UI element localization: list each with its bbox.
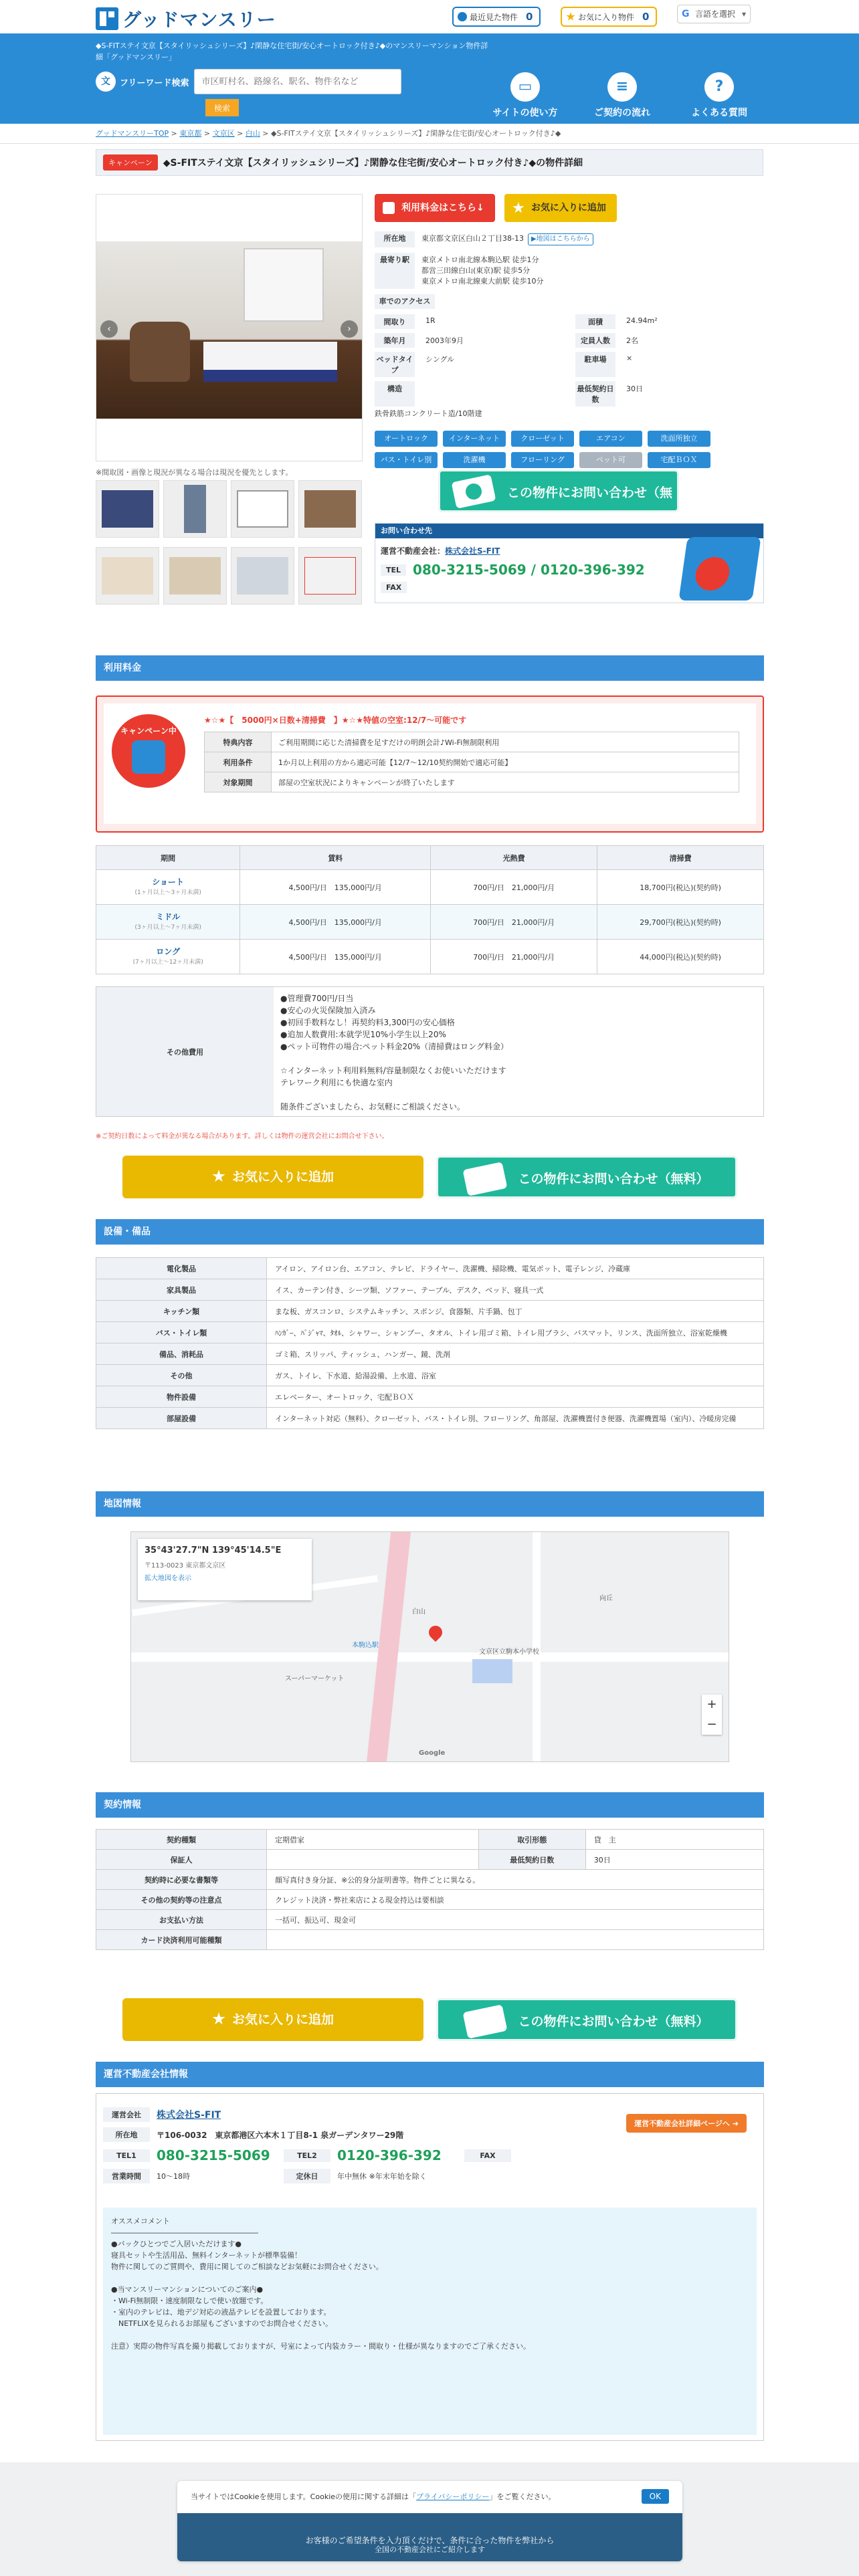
address-label: 所在地 bbox=[103, 2127, 150, 2142]
station-label: 最寄り駅 bbox=[375, 253, 415, 289]
nav-label: よくある質問 bbox=[691, 108, 747, 118]
price-link-button[interactable] bbox=[375, 194, 495, 222]
table-row bbox=[96, 1344, 764, 1365]
thumbnail[interactable] bbox=[163, 547, 227, 605]
hero-banner bbox=[0, 33, 859, 124]
logo-icon bbox=[96, 7, 118, 30]
inquiry-heading: お問い合わせ先 bbox=[375, 524, 763, 538]
table-cell: カード決済利用可能種類 bbox=[96, 1930, 267, 1950]
feature-tag: クローゼット bbox=[511, 431, 574, 447]
cta-label: この物件にお問い合わせ（無料） bbox=[518, 1172, 709, 1186]
phone-icon bbox=[462, 2004, 507, 2039]
table-cell: 物件設備 bbox=[96, 1386, 267, 1408]
tel2-number[interactable]: 0120-396-392 bbox=[337, 2147, 442, 2163]
tel2-label: TEL2 bbox=[284, 2149, 330, 2162]
campaign-badge-label: キャンペーン中 bbox=[120, 726, 177, 736]
campaign-badge: キャンペーン bbox=[103, 154, 158, 171]
table-row bbox=[96, 1890, 764, 1910]
map-address: 〒113-0023 東京都文京区 bbox=[145, 1562, 226, 1570]
structure-value: 鉄骨鉄筋コンクリート造/10階建 bbox=[375, 409, 482, 418]
google-logo: Google bbox=[419, 1749, 446, 1757]
campaign-title: ★☆★【 5000円×日数+清掃費 】★☆★特値の空室:12/7〜可能です bbox=[204, 716, 467, 725]
plan-name: ロング bbox=[156, 946, 181, 956]
company-detail-button[interactable] bbox=[626, 2114, 747, 2133]
spec-value: 30日 bbox=[626, 385, 643, 393]
spec-value: × bbox=[626, 354, 633, 362]
company-label: 運営会社 bbox=[103, 2107, 150, 2122]
thumbnail[interactable] bbox=[96, 547, 159, 605]
breadcrumb: グッドマンスリーTOP > 東京都 > 文京区 > 白山 > ◆S-FITステイ文京【スタイリッシュシリーズ】♪閑静な住宅街/安心オートロック付き♪◆ bbox=[0, 124, 859, 144]
spec-value: 2003年9月 bbox=[425, 336, 464, 345]
table-row bbox=[205, 772, 739, 792]
nav-label: サイトの使い方 bbox=[492, 108, 558, 118]
table-cell: その他の契約等の注意点 bbox=[96, 1890, 267, 1910]
table-row bbox=[96, 1258, 764, 1279]
page-title-bar bbox=[96, 149, 763, 176]
map-label: 文京区立駒本小学校 bbox=[479, 1648, 539, 1656]
logo-text: グッドマンスリー bbox=[122, 9, 276, 31]
table-row bbox=[96, 1386, 764, 1408]
plan-cell bbox=[96, 940, 240, 974]
section-heading-facilities: 設備・備品 bbox=[96, 1219, 764, 1245]
table-header: 期間 bbox=[96, 846, 240, 870]
monitor-icon: ▭ bbox=[510, 72, 540, 102]
table-cell: お支払い方法 bbox=[96, 1910, 267, 1930]
table-row bbox=[96, 870, 764, 905]
spec-label: 最低契約日数 bbox=[575, 381, 615, 407]
table-row bbox=[205, 752, 739, 772]
table-row bbox=[96, 1408, 764, 1429]
table-cell: 家具製品 bbox=[96, 1279, 267, 1301]
campaign-table bbox=[204, 732, 739, 792]
table-cell: インターネット対応（無料）、クローゼット、バス・トイレ別、フローリング、角部屋、洗濯機置付き便器、洗濯機置場（室内）、冷暖房完備 bbox=[267, 1408, 764, 1429]
table-cell bbox=[267, 1850, 479, 1870]
search-tag bbox=[96, 72, 189, 92]
table-cell: その他 bbox=[96, 1365, 267, 1386]
star-icon bbox=[212, 2012, 225, 2026]
nav-contract-flow[interactable] bbox=[585, 72, 659, 119]
access-row bbox=[375, 294, 764, 309]
table-cell: バス・トイレ類 bbox=[96, 1322, 267, 1344]
search-button[interactable]: 検索 bbox=[205, 99, 239, 116]
recent-count: 0 bbox=[526, 11, 533, 23]
table-row bbox=[96, 940, 764, 974]
map-info-card bbox=[138, 1539, 312, 1600]
add-favorite-label: お気に入りに追加 bbox=[531, 203, 606, 213]
hours-label: 営業時間 bbox=[103, 2169, 150, 2183]
mascot-icon bbox=[132, 740, 165, 774]
address-row bbox=[375, 231, 764, 247]
feature-tag: フローリング bbox=[511, 452, 574, 468]
map-zoom-control[interactable] bbox=[702, 1695, 722, 1735]
yen-icon bbox=[383, 202, 395, 214]
contact-button[interactable] bbox=[438, 469, 679, 512]
question-icon: ? bbox=[704, 72, 734, 102]
other-fees-label: その他費用 bbox=[96, 987, 274, 1116]
document-icon: ≡ bbox=[607, 72, 637, 102]
phone-icon bbox=[462, 1162, 507, 1196]
banner-text: お客様のご希望条件を入力頂くだけで、条件に合った物件を弊社から bbox=[305, 2536, 555, 2545]
company-address: 〒106-0032 東京都港区六本木１丁目8-1 泉ガーデンタワー29階 bbox=[157, 2130, 404, 2140]
access-label: 車でのアクセス bbox=[375, 294, 435, 309]
inquiry-big-button[interactable] bbox=[436, 1998, 737, 2041]
table-cell: 備品、消耗品 bbox=[96, 1344, 267, 1365]
table-cell: 4,500円/日 135,000円/月 bbox=[240, 870, 431, 905]
plan-name: ショート bbox=[152, 877, 185, 887]
table-cell: イス、カーテン付き、シーツ類、ソファー、テーブル、デスク、ベッド、寝具一式 bbox=[267, 1279, 764, 1301]
table-row bbox=[96, 1870, 764, 1890]
plan-period: (7ヶ月以上〜12ヶ月未満) bbox=[132, 958, 203, 966]
search-tag-label: フリーワード検索 bbox=[120, 78, 189, 88]
thumbnail[interactable] bbox=[231, 480, 294, 538]
table-row bbox=[96, 1279, 764, 1301]
section-heading-company: 運営不動産会社情報 bbox=[96, 2062, 764, 2087]
company-link[interactable]: 株式会社S-FIT bbox=[445, 546, 500, 556]
table-row bbox=[96, 1365, 764, 1386]
table-row bbox=[96, 1322, 764, 1344]
map-pin-icon[interactable] bbox=[426, 1623, 445, 1642]
inquiry-box bbox=[375, 523, 764, 603]
thumbnail-row bbox=[96, 547, 363, 605]
table-cell: 保証人 bbox=[96, 1850, 267, 1870]
inquiry-big-button[interactable] bbox=[436, 1156, 737, 1198]
spec-label: 定員人数 bbox=[575, 333, 615, 348]
breadcrumb-link[interactable]: グッドマンスリーTOP bbox=[96, 129, 169, 138]
table-header: 清掃費 bbox=[597, 846, 764, 870]
recent-viewed-button[interactable] bbox=[452, 7, 541, 27]
spec-label: 構造 bbox=[375, 381, 415, 407]
table-cell: 貸 主 bbox=[585, 1830, 763, 1850]
recommend-comment: オススメコメント ―――――――――――――――――――― ●バックひとつでご入居いただけます● 寝具セットや生活用品、無料インターネットが標準装備！ 物件に関してのご質問や、費用に関してのご相談などお気軽にお問合せください。 ●当マンスリーマンションについてのご案内● ・Wi-Fi無制限・速度制限なしで使い放題です。 ・室内のテレビは、地デジ対応の液晶テレビを設置しております。 NETFLIXを見られるお部屋もございますのでお問合せください。 注意）実際の物件写真を撮り掲載しておりますが、号室によって内装カラー・間取り・仕様が異なりますのでご了承ください。 bbox=[103, 2208, 757, 2435]
contract-table bbox=[96, 1829, 764, 1950]
table-cell: ご利用期間に応じた清掃費を足すだけの明朗会計♪Wi-Fi無制限利用 bbox=[272, 732, 739, 752]
next-arrow-icon[interactable]: › bbox=[341, 320, 358, 338]
recent-label: 最近見た物件 bbox=[470, 13, 518, 22]
address-label: 所在地 bbox=[375, 231, 415, 247]
map-link-button[interactable]: ▶地図はこちらから bbox=[528, 233, 593, 245]
main-photo[interactable] bbox=[96, 241, 362, 419]
map-coords: 35°43'27.7"N 139°45'14.5"E bbox=[145, 1545, 282, 1555]
feature-tag: ペット可 bbox=[579, 452, 642, 468]
table-cell: 契約種類 bbox=[96, 1830, 267, 1850]
thumbnail[interactable] bbox=[298, 480, 362, 538]
feature-tag: エアコン bbox=[579, 431, 642, 447]
favorites-label: お気に入り物件 bbox=[578, 13, 635, 22]
nav-how-to-use[interactable] bbox=[488, 72, 562, 119]
feature-tag: オートロック bbox=[375, 431, 438, 447]
zoom-in-icon[interactable]: + bbox=[706, 1697, 717, 1711]
table-cell: 特典内容 bbox=[205, 732, 272, 752]
contact-label: この物件にお問い合わせ（無 bbox=[507, 486, 673, 500]
zoom-out-icon[interactable]: − bbox=[706, 1717, 717, 1731]
feature-tag: バス・トイレ別 bbox=[375, 452, 438, 468]
hero-subtitle: ◆S-FITステイ文京【スタイリッシュシリーズ】♪閑静な住宅街/安心オートロック付き♪◆のマンスリーマンション物件詳細「グッドマンスリー」 bbox=[96, 41, 488, 62]
clock-icon bbox=[458, 12, 467, 21]
search-tag-icon: 文 bbox=[96, 72, 116, 92]
price-link-label: 利用料金はこちら↓ bbox=[401, 203, 484, 213]
favorites-button[interactable] bbox=[561, 7, 657, 27]
holiday-label: 定休日 bbox=[284, 2169, 330, 2183]
spec-value: 24.94m² bbox=[626, 316, 658, 325]
spec-label: 面積 bbox=[575, 314, 615, 329]
request-banner[interactable] bbox=[177, 2513, 682, 2561]
cta-label: お気に入りに追加 bbox=[231, 2012, 334, 2027]
free-word-search bbox=[96, 68, 417, 95]
plan-period: (1ヶ月以上〜3ヶ月未満) bbox=[134, 889, 201, 896]
thumbnail[interactable] bbox=[96, 480, 159, 538]
campaign-mascot-badge bbox=[112, 714, 185, 788]
banner-subtext: 全国の不動産会社にご紹介します bbox=[375, 2545, 485, 2554]
campaign-box bbox=[96, 695, 764, 833]
breadcrumb-link[interactable]: 東京都 bbox=[179, 129, 202, 138]
section-heading-map: 地図情報 bbox=[96, 1491, 764, 1517]
photo-gallery bbox=[96, 194, 363, 461]
price-table bbox=[96, 845, 764, 974]
table-cell: 一括可、振込可、現金可 bbox=[267, 1910, 764, 1930]
table-header: 賃料 bbox=[240, 846, 431, 870]
map-label: 本駒込駅 bbox=[352, 1642, 379, 1649]
table-cell: アイロン、アイロン台、エアコン、テレビ、ドライヤー、洗濯機、掃除機、電気ポット、電子レンジ、冷蔵庫 bbox=[267, 1258, 764, 1279]
arrow-right-icon: ➜ bbox=[732, 2119, 739, 2128]
map-label: 白山 bbox=[412, 1608, 425, 1616]
table-row bbox=[96, 1910, 764, 1930]
address-value: 東京都文京区白山２丁目38-13 bbox=[421, 234, 524, 243]
prev-arrow-icon[interactable]: ‹ bbox=[100, 320, 118, 338]
section-heading-price: 利用料金 bbox=[96, 655, 764, 681]
table-cell: クレジット決済・弊社来店による現金持込は要相談 bbox=[267, 1890, 764, 1910]
star-icon bbox=[212, 1170, 225, 1183]
top-bar bbox=[0, 0, 859, 33]
table-cell: 18,700円(税込)(契約時) bbox=[597, 870, 764, 905]
tel1-label: TEL1 bbox=[103, 2149, 150, 2162]
tel-label: TEL bbox=[381, 564, 406, 576]
map-road bbox=[131, 1652, 729, 1662]
table-cell: 30日 bbox=[585, 1850, 763, 1870]
company-info bbox=[96, 2093, 764, 2441]
chair-shape bbox=[130, 322, 190, 382]
table-cell: 700円/日 21,000円/月 bbox=[431, 940, 597, 974]
fax-label: FAX bbox=[464, 2149, 511, 2162]
table-header: 光熱費 bbox=[431, 846, 597, 870]
add-favorite-button[interactable] bbox=[504, 194, 617, 222]
table-cell: 1か月以上利用の方から適応可能【12/7〜12/10契約開始で適応可能】 bbox=[272, 752, 739, 772]
table-cell bbox=[267, 1930, 764, 1950]
table-cell: 利用条件 bbox=[205, 752, 272, 772]
tel-number[interactable]: 080-3215-5069 / 0120-396-392 bbox=[413, 562, 645, 578]
spec-label: ベッドタイプ bbox=[375, 352, 415, 377]
table-row bbox=[96, 905, 764, 940]
photo-note: ※間取図・画像と現況が異なる場合は現況を優先とします。 bbox=[96, 468, 293, 477]
thumbnail[interactable] bbox=[298, 547, 362, 605]
hours-value: 10〜18時 bbox=[157, 2172, 190, 2181]
table-cell: 電化製品 bbox=[96, 1258, 267, 1279]
table-cell: まな板、ガスコンロ、システムキッチン、スポンジ、食器類、片手鍋、包丁 bbox=[267, 1301, 764, 1322]
table-cell: エレベーター、オートロック、宅配ＢＯＸ bbox=[267, 1386, 764, 1408]
price-note: ※ご契約日数によって料金が異なる場合があります。詳しくは物件の運営会社にお問合せ下さい。 bbox=[96, 1133, 389, 1140]
table-row bbox=[96, 1301, 764, 1322]
nav-faq[interactable] bbox=[682, 72, 756, 119]
plan-name: ミドル bbox=[156, 911, 181, 922]
spec-value bbox=[421, 381, 569, 407]
table-row bbox=[96, 1850, 764, 1870]
plan-cell bbox=[96, 870, 240, 905]
table-cell: 部屋設備 bbox=[96, 1408, 267, 1429]
map-school-block bbox=[472, 1659, 512, 1683]
feature-tag: 洗面所独立 bbox=[648, 431, 710, 447]
privacy-policy-link[interactable]: プライバシーポリシー bbox=[416, 2492, 490, 2501]
language-select[interactable] bbox=[677, 5, 751, 23]
feature-tags bbox=[375, 431, 723, 468]
feature-tag: インターネット bbox=[443, 431, 506, 447]
table-cell: 700円/日 21,000円/月 bbox=[431, 905, 597, 940]
table-cell: 取引形態 bbox=[478, 1830, 585, 1850]
map-label: 向丘 bbox=[599, 1595, 613, 1602]
company-hours-row bbox=[103, 2169, 757, 2183]
table-cell: 4,500円/日 135,000円/月 bbox=[240, 940, 431, 974]
property-info bbox=[375, 194, 764, 592]
cookie-banner bbox=[177, 2481, 682, 2561]
company-tel-row bbox=[103, 2147, 757, 2163]
company-name-link[interactable]: 株式会社S-FIT bbox=[157, 2110, 221, 2121]
spec-label: 間取り bbox=[375, 314, 415, 329]
feature-tag: 宅配ＢＯＸ bbox=[648, 452, 710, 468]
company-detail-label: 運営不動産会社詳細ページへ bbox=[634, 2119, 730, 2128]
add-favorite-big-button[interactable] bbox=[122, 1156, 423, 1198]
favorites-count: 0 bbox=[642, 11, 650, 23]
table-header-row bbox=[96, 846, 764, 870]
google-icon: G bbox=[682, 9, 690, 19]
table-cell: ゴミ箱、スリッパ、ティッシュ、ハンガー、鏡、洗剤 bbox=[267, 1344, 764, 1365]
add-favorite-big-button[interactable] bbox=[122, 1998, 423, 2041]
window-shape bbox=[244, 248, 324, 322]
table-cell: 4,500円/日 135,000円/月 bbox=[240, 905, 431, 940]
other-fees bbox=[96, 986, 764, 1117]
table-cell: キッチン類 bbox=[96, 1301, 267, 1322]
cta-label: お気に入りに追加 bbox=[231, 1170, 334, 1184]
bed-shape bbox=[203, 342, 337, 382]
cookie-text: 当サイトではCookieを使用します。Cookieの使用に関する詳細は「 bbox=[191, 2492, 417, 2501]
cookie-text-end: 」をご覧ください。 bbox=[489, 2492, 556, 2501]
other-fees-text: ●管理費700円/日当 ●安心の火災保険加入済み ●初回手数料なし！再契約料3,300円の安心価格 ●追加人数費用:本就学児10%小学生以上20% ●ペット可物件の場合:ペット料金20%（清掃費はロング料金） ☆インターネット利用料無料/容量制限なくお使いいただけます テレワーク利用にも快適な室内 随条件ございましたら、お気軽にご相談ください。 bbox=[280, 994, 508, 1111]
table-cell: 部屋の空室状況によりキャンペーンが終了いたします bbox=[272, 772, 739, 792]
map-label: スーパーマーケット bbox=[285, 1675, 345, 1683]
site-logo[interactable] bbox=[96, 5, 276, 32]
station-row bbox=[375, 253, 764, 289]
station-value: 東京メトロ南北線本駒込駅 徒歩1分 都営三田線白山(東京)駅 徒歩5分 東京メトロ南北線東大前駅 徒歩10分 bbox=[421, 255, 544, 286]
breadcrumb-link[interactable]: 白山 bbox=[245, 129, 260, 138]
spec-value: 1R bbox=[425, 316, 436, 325]
cta-label: この物件にお問い合わせ（無料） bbox=[518, 2014, 709, 2029]
spec-value: 2名 bbox=[626, 336, 638, 345]
table-cell: 顔写真付き身分証、※公的身分証明書等。物件ごとに異なる。 bbox=[267, 1870, 764, 1890]
table-row bbox=[96, 1930, 764, 1950]
table-cell: 44,000円(税込)(契約時) bbox=[597, 940, 764, 974]
breadcrumb-current: ◆S-FITステイ文京【スタイリッシュシリーズ】♪閑静な住宅街/安心オートロック付き♪◆ bbox=[271, 129, 561, 138]
breadcrumb-link[interactable]: 文京区 bbox=[212, 129, 235, 138]
holiday-value: 年中無休 ※年末年始を除く bbox=[337, 2172, 427, 2181]
spec-grid bbox=[375, 314, 764, 407]
tel1-number[interactable]: 080-3215-5069 bbox=[157, 2147, 270, 2163]
spec-label: 築年月 bbox=[375, 333, 415, 348]
language-label: 言語を選択 bbox=[695, 9, 736, 19]
table-cell: 最低契約日数 bbox=[478, 1850, 585, 1870]
thumbnail[interactable] bbox=[163, 480, 227, 538]
spec-value: シングル bbox=[425, 355, 455, 364]
table-cell: ガス、トイレ、下水道、給湯設備、上水道、浴室 bbox=[267, 1365, 764, 1386]
feature-tag: 洗濯機 bbox=[443, 452, 506, 468]
nav-label: ご契約の流れ bbox=[594, 108, 650, 118]
table-cell: 29,700円(税込)(契約時) bbox=[597, 905, 764, 940]
thumbnail-row bbox=[96, 480, 363, 538]
page-title: ◆S-FITステイ文京【スタイリッシュシリーズ】♪閑静な住宅街/安心オートロック付き♪◆の物件詳細 bbox=[163, 158, 583, 169]
star-icon bbox=[566, 12, 575, 21]
thumbnail[interactable] bbox=[231, 547, 294, 605]
google-map[interactable] bbox=[130, 1531, 729, 1762]
table-row bbox=[96, 1830, 764, 1850]
table-cell: 対象期間 bbox=[205, 772, 272, 792]
mascot-illustration bbox=[678, 537, 761, 601]
search-input[interactable] bbox=[194, 69, 401, 94]
table-cell: 700円/日 21,000円/月 bbox=[431, 870, 597, 905]
phone-icon bbox=[451, 474, 496, 509]
plan-period: (3ヶ月以上〜7ヶ月未満) bbox=[134, 924, 201, 931]
plan-cell bbox=[96, 905, 240, 940]
fax-label: FAX bbox=[381, 582, 407, 593]
table-cell: ﾊﾝｶﾞｰ、ﾊﾟｼﾞｬﾏ、ﾀｵﾙ、シャワー、シャンプー、タオル、トイレ用ゴミ箱、トイレ用ブラシ、バスマット、リンス、洗面所独立、浴室乾燥機 bbox=[267, 1322, 764, 1344]
section-heading-contract: 契約情報 bbox=[96, 1792, 764, 1818]
table-cell: 定期借家 bbox=[267, 1830, 479, 1850]
table-cell: 契約時に必要な書類等 bbox=[96, 1870, 267, 1890]
company-label: 運営不動産会社： bbox=[381, 546, 446, 556]
spec-label: 駐車場 bbox=[575, 352, 615, 377]
cookie-ok-button[interactable]: OK bbox=[642, 2489, 669, 2504]
map-enlarge-link[interactable]: 拡大地図を表示 bbox=[145, 1575, 191, 1582]
star-icon bbox=[512, 202, 524, 214]
table-row bbox=[205, 732, 739, 752]
facilities-table bbox=[96, 1257, 764, 1429]
